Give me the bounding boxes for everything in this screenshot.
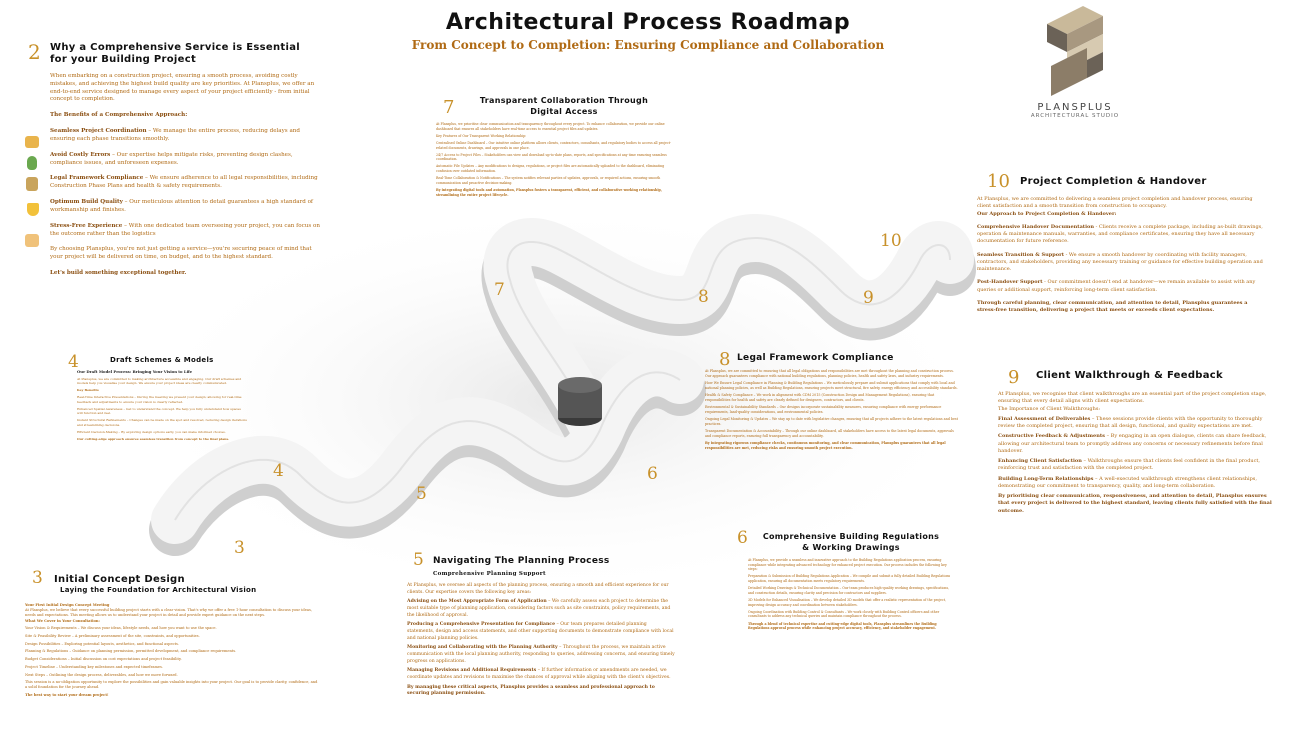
item-text: – A well-executed walkthrough strengthens client relationships, demonstrating our commitment to transparency, quality, and long-term collaboration. — [998, 475, 1257, 489]
text-line: Ongoing Legal Monitoring & Updates – We stay up to date with legislative changes, ensuring that all projects adhere to the latest regulations and best practices. — [705, 417, 958, 426]
item-text: – Walkthroughs ensure that clients feel confident in the final product, reinforcing trust and satisfaction with the completed project. — [998, 458, 1261, 472]
section-2-cta: Let's build something exceptional together. — [50, 270, 187, 277]
benefit-label: Seamless Project Coordination — [50, 128, 147, 135]
benefit-text: – We ensure adherence to all legal responsibilities, including Construction Phase Plans and health & safety requirements. — [50, 175, 318, 190]
text-line: What We Cover in Your Consultation: — [25, 618, 100, 623]
text-line: How We Ensure Legal Compliance in Planning & Building Regulations – We meticulously prepare and submit applications that comply with local and national planning policies, as well as Building Regulations, ensuring projects meet structural, fire safety, energy efficiency and accessibility standards. — [705, 381, 958, 390]
text-line: At Plansplus, we provide a seamless and innovative approach to the Building Regulations application process, ensuring compliance while integrating advanced technology for enhanced project execution. Our process includes the following key steps: — [748, 558, 947, 572]
text-line: Health & Safety Compliance – We work in alignment with CDM 2015 (Construction Design and Management Regulations), ensuring that responsibilities for health and safety are clearly defined for designers, contractors, and clients. — [705, 393, 935, 402]
road-pillar-top — [558, 377, 602, 393]
scales-icon — [26, 177, 38, 191]
item-text: – If further information or amendments are needed, we coordinate updates and revisions to maximise the chances of approval while aligning with the client's objectives. — [407, 668, 671, 680]
section-3-number: 3 — [32, 568, 43, 588]
section-8-title: Legal Framework Compliance — [737, 353, 894, 363]
benefit-label: Optimum Build Quality — [50, 199, 123, 206]
text-line: Ongoing Coordination with Building Control & Consultants – We work closely with Building Control officers and other consultants to address any technical queries and maintain compliance throughout the process. — [748, 609, 940, 619]
trophy-icon — [27, 203, 39, 216]
item-label: Final Assessment of Deliverables — [998, 415, 1091, 422]
page-title: Architectural Process Roadmap — [445, 10, 851, 35]
item-label: Seamless Transition & Support — [977, 251, 1065, 258]
section-6-title — [756, 531, 946, 553]
item-text: - We ensure a smooth handover by coordinating with facility managers, contractors, and stakeholders, providing any necessary training or guidance for effective building operation and maintenance. — [977, 251, 1263, 272]
text-line: At Plansplus, we prioritise clear communication and transparency throughout every project. To enhance collaboration, we provide our online dashboard that ensures all stakeholders have real-time access to essential project files and updates. — [436, 122, 665, 131]
text-line: Real-Time Collaboration & Notifications – The system notifies relevant parties of updates, approvals, or required actions, ensuring smooth communication and proactive decision-making. — [436, 176, 661, 185]
section-9-closing: By prioritising clear communication, responsiveness, and attention to detail, Plansplus ensures that every project is delivered to the highest standard, leaving clients fully satisfied with the final outcome. — [998, 493, 1272, 514]
item-label: Producing a Comprehensive Presentation for Compliance — [407, 622, 556, 628]
text-line: Next Steps – Outlining the design process, deliverables, and how we move forward. — [25, 672, 178, 677]
text-line: Your Vision & Requirements – We discuss your ideas, lifestyle needs, and how you want to use the space. — [25, 626, 217, 631]
text-line: This session is a no-obligation opportunity to explore the possibilities and gain valuable insights into your project. Our goal is to provide clarity, confidence, and a solid foundation for the journey ahead. — [25, 680, 318, 690]
section-10-intro: At Plansplus, we are committed to delivering a seamless project completion and handover process, ensuring client satisfaction and a smooth transition from construction to occupancy. — [977, 196, 1253, 210]
section-10-title: Project Completion & Handover — [1020, 176, 1207, 187]
section-9-intro: At Plansplus, we recognise that client walkthroughs are an essential part of the project completion stage, ensuring that every detail aligns with client expectations. — [998, 391, 1267, 405]
text-line: Key Benefits — [77, 388, 99, 393]
item-label: Enhancing Client Satisfaction — [998, 458, 1082, 464]
section-2-intro: When embarking on a construction project, ensuring a smooth process, avoiding costly mistakes, and achieving the highest build quality are key priorities. At Plansplus, we offer an end-to-end service designed to manage every aspect of your project efficiently - from initial concept to completion. — [50, 73, 315, 103]
item-label: Constructive Feedback & Adjustments — [998, 433, 1105, 440]
section-9-title: Client Walkthrough & Feedback — [1036, 370, 1223, 381]
text-line: By integrating digital tools and automation, Plansplus fosters a transparent, efficient, and collaborative working relationship, streamlining the entire project lifecycle. — [436, 188, 662, 197]
text-line: At Plansplus, we are committed to ensuring that all legal obligations and responsibilities are met throughout the planning and construction process. Our approach guarantees compliance with national building regulations, planning policies, health and safety laws, and industry requirements. — [705, 369, 954, 378]
section-4-title: Draft Schemes & Models — [110, 356, 214, 364]
section-7-title-line1: Transparent Collaboration Through — [479, 96, 649, 105]
item-text: - Our commitment doesn't end at handover—we remain available to assist with any queries or additional support, reinforcing long-term client satisfaction. — [977, 279, 1256, 293]
text-line: 24/7 Access to Project Files – Stakeholders can view and download up-to-date plans, reports, and specifications at any time ensuring seamless coordination. — [436, 152, 667, 162]
text-line: Our cutting-edge approach ensures seamless transition from concept to the final plans. — [77, 436, 230, 441]
section-2-benefits-heading: The Benefits of a Comprehensive Approach: — [50, 112, 188, 119]
section-5-closing: By managing these critical aspects, Plansplus provides a seamless and professional approach to securing planning permission. — [407, 684, 655, 697]
text-line: Site & Feasibility Review – A preliminary assessment of the site, constraints, and opportunities. — [25, 634, 200, 639]
section-2-number: 2 — [28, 40, 41, 64]
item-text: – Our team prepares detailed planning statements, design and access statements, and other supporting documents to demonstrate compliance with local and national planning policies. — [407, 622, 674, 641]
section-5-subtitle: Comprehensive Planning Support — [433, 571, 546, 577]
page-subtitle: From Concept to Completion: Ensuring Compliance and Collaboration — [411, 38, 885, 52]
section-10-closing: Through careful planning, clear communication, and attention to detail, Plansplus guarantees a stress-free transition, delivering a project that meets or exceeds client expectations. — [977, 299, 1248, 313]
section-5-body — [407, 583, 675, 701]
section-6-number: 6 — [737, 528, 748, 548]
text-line: Efficient Decision-Making – By exploring design options early, you can make informed choices. — [77, 429, 226, 434]
road-number-9: 9 — [863, 288, 874, 308]
road-number-5: 5 — [416, 484, 427, 504]
money-bag-icon — [27, 156, 37, 170]
road-number-6: 6 — [647, 464, 658, 484]
section-10-number: 10 — [987, 171, 1010, 192]
benefit-text: – Our expertise helps mitigate risks, preventing design clashes, compliance issues, and unforeseen expenses. — [50, 151, 293, 166]
section-4-body — [77, 369, 247, 444]
section-9-number: 9 — [1008, 367, 1020, 388]
benefit-text: – With one dedicated team overseeing your project, you can focus on the outcome rather than the logistics — [50, 222, 320, 237]
item-label: Managing Revisions and Additional Requirements — [407, 668, 537, 674]
section-2-body — [50, 73, 325, 282]
section-3-body — [25, 603, 320, 701]
section-8-body — [705, 369, 960, 453]
item-label: Advising on the Most Appropriate Form of Application — [407, 599, 547, 605]
section-9-heading: The Importance of Client Walkthroughs: — [998, 405, 1101, 412]
text-line: Enhanced Spatial Awareness – Get to understand the concept. We help you fully understand how spaces will function and feel. — [77, 406, 241, 416]
text-line: Environmental & Sustainability Standards – Our designs incorporate sustainability measures, ensuring compliance with energy performance requirements, land-quality considerations, and environmental policies. — [705, 405, 942, 414]
benefit-text: – We manage the entire process, reducing delays and ensuring each phase transitions smoothly. — [50, 128, 300, 142]
section-10-body — [977, 196, 1265, 317]
section-8-number: 8 — [719, 349, 731, 370]
text-line: Automatic File Updates – Any modifications to designs, regulations, or project files are automatically uploaded to the dashboard, eliminating confusion over outdated information. — [436, 164, 665, 174]
section-7-number: 7 — [443, 97, 455, 118]
text-line: At Plansplus, we believe that every successful building project starts with a clear vision. That's why we offer a free 1-hour consultation to discuss your ideas, needs and expectations. This meeting allows us to understand your project in detail and provide expert guidance on the next steps. — [25, 608, 312, 618]
section-5-intro: At Plansplus, we oversee all aspects of the planning process, ensuring a smooth and efficient experience for our clients. Our expertise covers the following key areas: — [407, 583, 669, 595]
section-5-title: Navigating The Planning Process — [433, 556, 610, 566]
section-2-title — [50, 42, 300, 66]
section-3-subtitle: Laying the Foundation for Architectural Vision — [60, 586, 257, 594]
text-line: At Plansplus, we are committed to making architecture accessible and engaging. Our draft schemes and models help you visualise your design. We ensure your project ideas are clearly communicated. — [77, 377, 242, 386]
section-2-title-line1: Why a Comprehensive Service is Essential — [50, 42, 300, 53]
logo-tagline: ARCHITECTURAL STUDIO — [1030, 113, 1120, 119]
logo-name: PLANSPLUS — [1037, 102, 1113, 113]
text-line: Your First Initial Design Concept Meeting — [25, 603, 110, 607]
handshake-icon — [25, 136, 39, 148]
text-line: Project Timeline – Understanding key milestones and expected timeframes. — [25, 664, 164, 669]
text-line: Key Features of Our Transparent Working Relationship: — [436, 133, 527, 138]
road-number-10: 10 — [880, 231, 902, 251]
item-label: Comprehensive Handover Documentation — [977, 223, 1094, 230]
text-line: By integrating rigorous compliance checks, continuous monitoring, and clear communication, Plansplus guarantees that all legal responsibilities are met, reducing risks and ensuring smooth project execution. — [705, 441, 946, 450]
road-number-3: 3 — [234, 538, 245, 558]
item-text: – Throughout the process, we maintain active communication with the local planning authority, responding to queries, addressing concerns, and ensuring timely progress on applications. — [407, 645, 675, 664]
section-2-closing: By choosing Plansplus, you're not just getting a service—you're securing peace of mind that your project will be delivered on time, on budget, and to the highest standard. — [50, 246, 312, 261]
section-3-title: Initial Concept Design — [54, 574, 185, 585]
section-4-number: 4 — [68, 352, 79, 372]
item-text: – By engaging in an open dialogue, clients can share feedback, allowing our architectural team to promptly address any concerns or necessary refinements before final handover. — [998, 433, 1267, 454]
text-line: Centralised Online Dashboard – Our intuitive online platform allows clients, contractors, consultants, and regulatory bodies to access all project-related documents, drawings, and approvals in one place. — [436, 140, 672, 150]
benefit-text: – Our meticulous attention to detail guarantees a high standard of workmanship and finishes. — [50, 199, 314, 213]
item-label: Post-Handover Support — [977, 279, 1043, 286]
section-10-heading: Our Approach to Project Completion & Handover: — [977, 210, 1117, 217]
section-7-title-line2: Digital Access — [530, 107, 598, 116]
road-number-4: 4 — [273, 461, 284, 481]
item-text: - Clients receive a complete package, including as-built drawings, operation & maintenance manuals, warranties, and compliance certificates, ensuring they have all necessary documentation for future reference. — [977, 223, 1263, 245]
section-2-title-line2: for your Building Project — [50, 54, 197, 65]
text-line: Real-Time Interactive Presentations – During the meeting we present your design; allowing for real-time feedback and adjustments to ensure your vision is clearly reflected. — [77, 395, 242, 404]
text-line: Planning & Regulations – Guidance on planning permission, permitted development, and compliance requirements. — [25, 649, 237, 654]
section-9-body — [998, 391, 1273, 518]
road-number-8: 8 — [698, 287, 709, 307]
text-line: Detailed Working Drawings & Technical Documentation – Our team produces high-quality working drawings, specifications, and construction details, ensuring clarity and precision for contractors and suppliers. — [748, 586, 950, 595]
road-number-7: 7 — [494, 280, 505, 300]
text-line: The best way to start your dream project! — [25, 693, 109, 698]
section-6-title-line2: & Working Drawings — [802, 543, 900, 552]
text-line: Design Possibilities – Exploring potential layouts, aesthetics, and functional aspects. — [25, 641, 180, 646]
benefit-label: Avoid Costly Errors — [50, 151, 111, 158]
section-6-body — [748, 558, 953, 633]
text-line: Through a blend of technical expertise and cutting-edge digital tools, Plansplus streamlines the Building Regulations approval process while enhancing project accuracy, efficiency, and stakeholder engagement. — [748, 621, 937, 631]
section-7-body — [436, 122, 676, 200]
text-line: Preparation & Submission of Building Regulations Application – We compile and submit a fully detailed Building Regulations application, ensuring all documentation meets regulatory requirements. — [748, 574, 951, 584]
item-label: Monitoring and Collaborating with the Planning Authority — [407, 645, 558, 651]
text-line: Budget Considerations – Initial discussion on cost expectations and project feasibility. — [25, 657, 182, 662]
item-text: – These sessions provide clients with the opportunity to thoroughly review the completed project, ensuring that all design, functional, and quality expectations are met. — [998, 415, 1263, 429]
section-6-title-line1: Comprehensive Building Regulations — [762, 532, 940, 541]
text-line: Transparent Documentation & Accountability – Through our online dashboard, all stakeholders have access to the latest legal documents, approvals and compliance reports, ensuring full transparency and accountability. — [705, 429, 954, 438]
section-5-number: 5 — [413, 550, 424, 570]
item-label: Building Long-Term Relationships — [998, 475, 1094, 482]
section-7-title — [466, 95, 662, 117]
section-4-subtitle: Our Draft Model Process: Bringing Your Vision to Life — [77, 369, 193, 374]
benefit-label: Legal Framework Compliance — [50, 175, 144, 182]
benefit-label: Stress-Free Experience — [50, 222, 123, 229]
text-line: 3D Models for Enhanced Visualisation – We develop detailed 3D models that offer a realistic representation of the project, improving design accuracy and coordination between stakeholders. — [748, 597, 947, 607]
text-line: Instant Structural Refinements – Changes can be made on the spot and resolved, reducing design iterations and streamlining decisions. — [77, 418, 247, 427]
item-text: – We carefully assess each project to determine the most suitable type of planning application, considering factors such as site constraints, policy requirements, and the likelihood of approval. — [407, 599, 671, 618]
thumbs-up-icon — [25, 234, 39, 247]
